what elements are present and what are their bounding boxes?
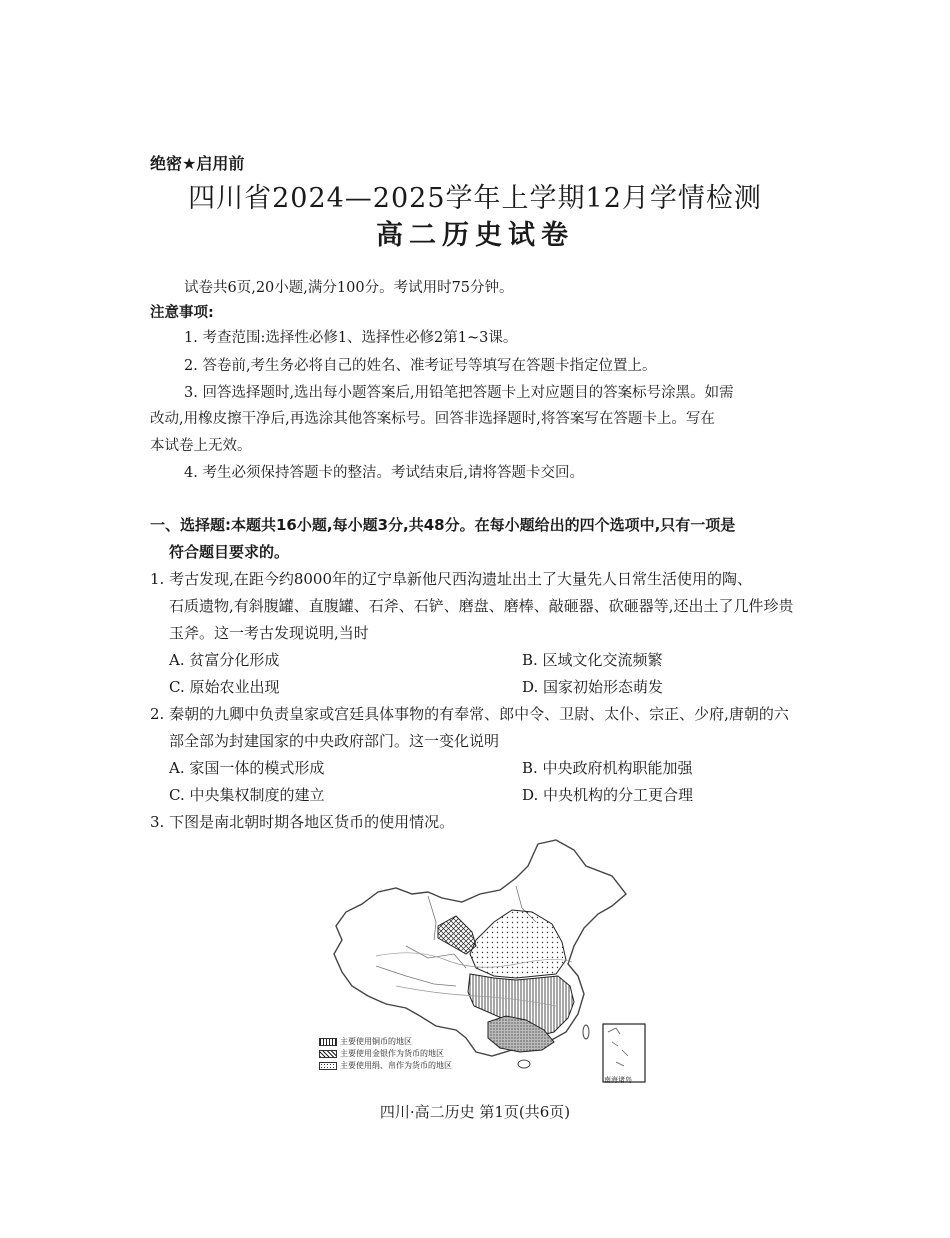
legend-swatch-icon [319, 1062, 337, 1070]
section-heading-line-1: 一、选择题:本题共16小题,每小题3分,共48分。在每小题给出的四个选项中,只有一项是 [150, 516, 736, 534]
note-2: 2. 答卷前,考生务必将自己的姓名、准考证号等填写在答题卡指定位置上。 [184, 358, 657, 374]
q2-option-d: D. 中央机构的分工更合理 [522, 786, 694, 804]
q1-line-1: 1. 考古发现,在距今约8000年的辽宁阜新他尺西沟遗址出土了大量先人日常生活使用的陶、 [150, 570, 753, 588]
note-3-line-3: 本试卷上无效。 [150, 438, 252, 454]
section-heading-line-2: 符合题目要求的。 [169, 543, 290, 561]
q1-option-a: A. 贫富分化形成 [169, 651, 280, 669]
q1-line-3: 玉斧。这一考古发现说明,当时 [169, 624, 369, 642]
note-3-line-2: 改动,用橡皮擦干净后,再选涂其他答案标号。回答非选择题时,将答案写在答题卡上。写在 [150, 411, 715, 427]
page-footer: 四川·高二历史 第1页(共6页) [379, 1103, 571, 1121]
q2-line-2: 部全部为封建国家的中央政府部门。这一变化说明 [169, 732, 500, 750]
q1-option-c: C. 原始农业出现 [169, 678, 280, 696]
south-china-sea-inset [603, 1024, 645, 1082]
q3-line-1: 3. 下图是南北朝时期各地区货币的使用情况。 [150, 813, 455, 831]
notes-title: 注意事项: [150, 305, 214, 321]
q2-option-b: B. 中央政府机构职能加强 [522, 759, 693, 777]
legend-item-silk [319, 1060, 452, 1071]
legend-item-gold-silver [319, 1048, 444, 1059]
note-4: 4. 考生必须保持答题卡的整洁。考试结束后,请将答题卡交回。 [184, 465, 585, 481]
q1-option-b: B. 区域文化交流频繁 [522, 651, 663, 669]
exam-title: 四川省2024—2025学年上学期12月学情检测 [188, 183, 762, 214]
legend-swatch-icon [319, 1050, 337, 1058]
legend-swatch-icon [319, 1038, 337, 1046]
legend-label-gold-silver: 主要使用金银作为货币的地区 [340, 1049, 444, 1058]
legend-label-silk: 主要使用绢、帛作为货币的地区 [340, 1061, 452, 1070]
q2-option-c: C. 中央集权制度的建立 [169, 786, 325, 804]
legend-item-copper [319, 1036, 412, 1047]
note-3-line-1: 3. 回答选择题时,选出每小题答案后,用铅笔把答题卡上对应题目的答案标号涂黑。如需 [184, 385, 734, 401]
q1-option-d: D. 国家初始形态萌发 [522, 678, 664, 696]
confidential-label: 绝密★启用前 [150, 154, 245, 173]
exam-subtitle: 高二历史试卷 [376, 220, 574, 251]
note-1: 1. 考查范围:选择性必修1、选择性必修2第1~3课。 [184, 330, 518, 346]
q1-line-2: 石质遗物,有斜腹罐、直腹罐、石斧、石铲、磨盘、磨棒、敲砸器、砍砸器等,还出土了几件珍贵 [169, 597, 794, 615]
exam-summary: 试卷共6页,20小题,满分100分。考试用时75分钟。 [184, 280, 514, 296]
q2-option-a: A. 家国一体的模式形成 [169, 759, 325, 777]
inset-label: 南海诸岛 [604, 1076, 632, 1084]
legend-label-copper: 主要使用铜币的地区 [340, 1037, 412, 1046]
q2-line-1: 2. 秦朝的九卿中负责皇家或宫廷具体事物的有奉常、郎中令、卫尉、太仆、宗正、少府,唐朝的六 [150, 705, 789, 723]
